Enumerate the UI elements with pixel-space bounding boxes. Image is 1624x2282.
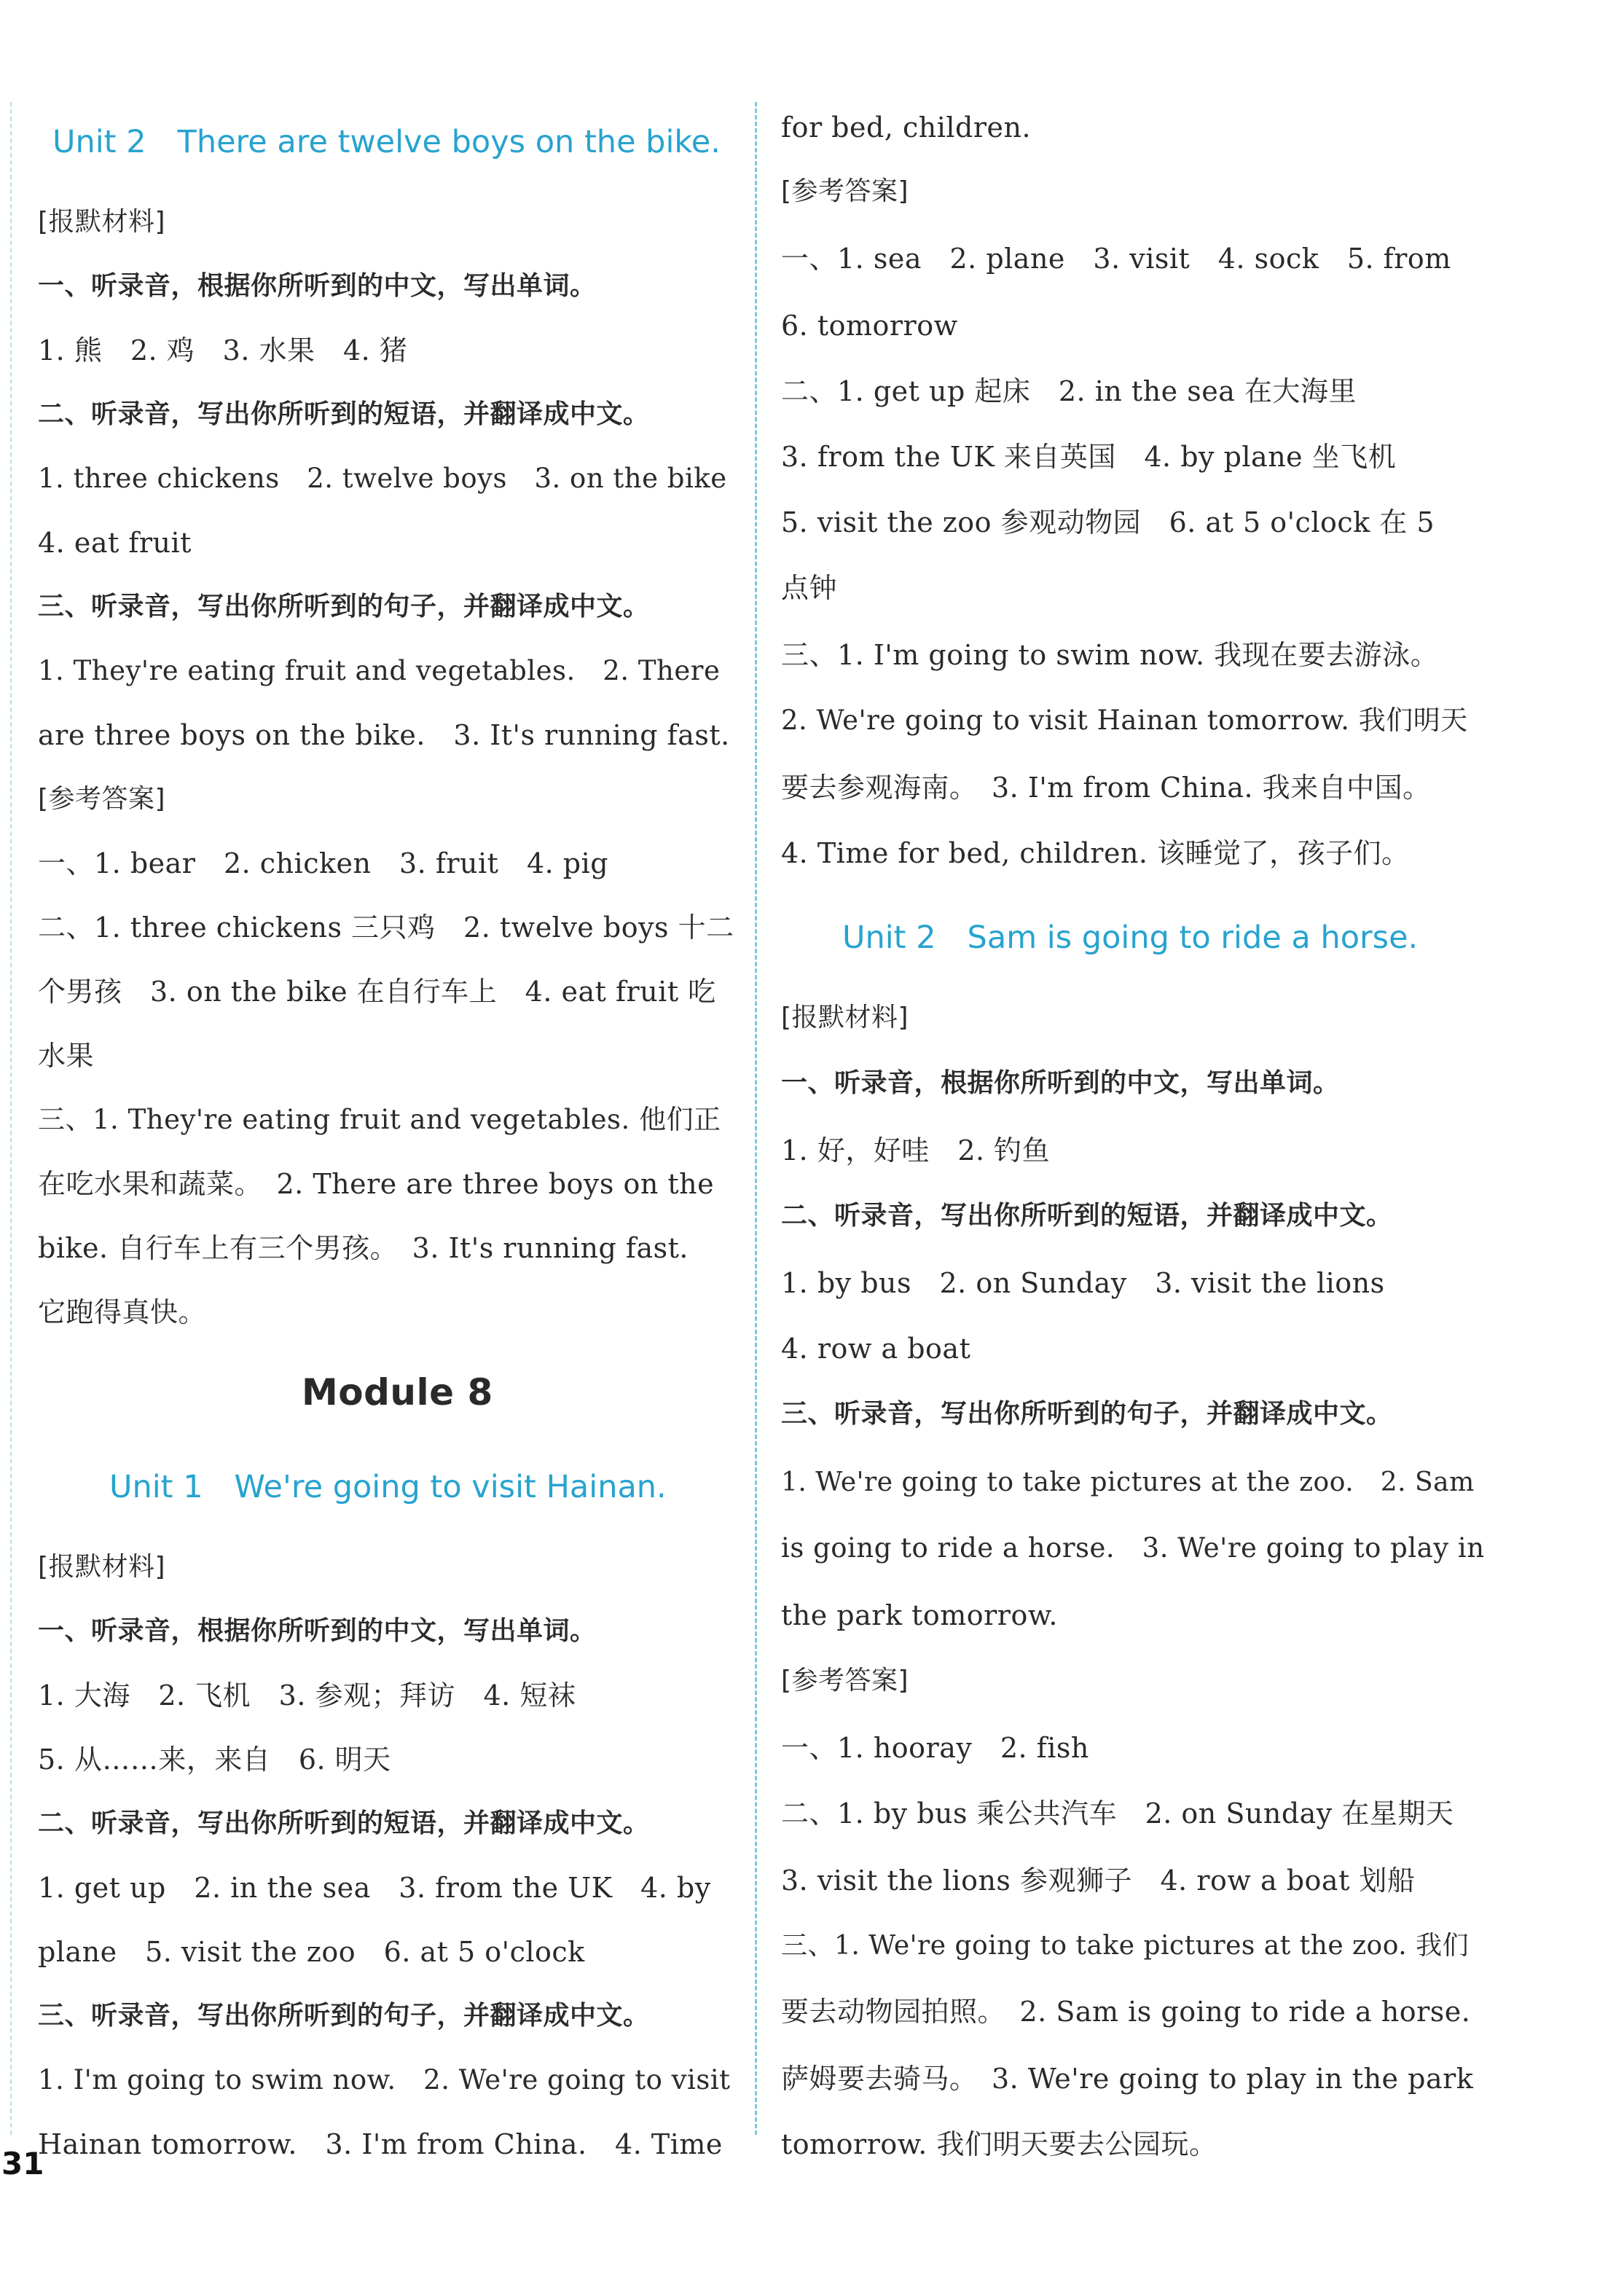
left-tag-line: [报默材料]	[38, 207, 166, 237]
left-text-line: 1. three chickens 2. twelve boys 3. on the bike	[38, 463, 727, 494]
left-text-line: 水果	[38, 1040, 95, 1072]
left-heading-line: 三、听录音，写出你所听到的句子，并翻译成中文。	[38, 2001, 650, 2031]
left-text-line: 1. get up 2. in the sea 3. from the UK 4. by	[38, 1872, 711, 1904]
right-unit-line: Unit 2 Sam is going to ride a horse.	[842, 920, 1419, 956]
right-heading-line: 二、听录音，写出你所听到的短语，并翻译成中文。	[781, 1201, 1393, 1231]
right-tag-line: [参考答案]	[781, 1666, 909, 1695]
right-text-line: 要去参观海南。 3. I'm from China. 我来自中国。	[781, 772, 1431, 804]
right-text-line: the park tomorrow.	[781, 1599, 1058, 1631]
right-text-line: 4. row a boat	[781, 1333, 971, 1365]
right-text-line: 三、1. We're going to take pictures at the zoo. 我们	[781, 1931, 1470, 1961]
right-text-line: 一、1. sea 2. plane 3. visit 4. sock 5. from	[781, 243, 1451, 275]
left-edge-rule	[10, 102, 12, 2135]
right-text-line: 6. tomorrow	[781, 310, 958, 342]
left-text-line: plane 5. visit the zoo 6. at 5 o'clock	[38, 1936, 585, 1968]
left-text-line: 三、1. They're eating fruit and vegetables. 他们正	[38, 1104, 721, 1135]
right-text-line: for bed, children.	[781, 111, 1032, 144]
right-text-line: tomorrow. 我们明天要去公园玩。	[781, 2128, 1217, 2160]
left-heading-line: 一、听录音，根据你所听到的中文，写出单词。	[38, 1616, 597, 1646]
left-heading-line: 一、听录音，根据你所听到的中文，写出单词。	[38, 271, 597, 301]
right-text-line: 3. visit the lions 参观狮子 4. row a boat 划船	[781, 1865, 1416, 1897]
right-heading-line: 三、听录音，写出你所听到的句子，并翻译成中文。	[781, 1399, 1393, 1429]
right-text-line: 点钟	[781, 572, 838, 604]
left-text-line: 1. 大海 2. 飞机 3. 参观；拜访 4. 短袜	[38, 1679, 576, 1712]
left-heading-line: 三、听录音，写出你所听到的句子，并翻译成中文。	[38, 592, 650, 622]
right-text-line: 4. Time for bed, children. 该睡觉了，孩子们。	[781, 837, 1410, 869]
right-text-line: 1. by bus 2. on Sunday 3. visit the lions	[781, 1267, 1385, 1299]
left-text-line: 它跑得真快。	[38, 1296, 207, 1328]
right-text-line: 要去动物园拍照。 2. Sam is going to ride a horse.	[781, 1996, 1471, 2028]
right-text-line: 萨姆要去骑马。 3. We're going to play in the park	[781, 2063, 1474, 2095]
right-text-line: is going to ride a horse. 3. We're going to play in	[781, 1532, 1485, 1564]
left-text-line: 一、1. bear 2. chicken 3. fruit 4. pig	[38, 847, 609, 879]
right-text-line: 二、1. get up 起床 2. in the sea 在大海里	[781, 375, 1357, 407]
left-heading-line: 二、听录音，写出你所听到的短语，并翻译成中文。	[38, 1808, 650, 1838]
right-tag-line: [报默材料]	[781, 1003, 909, 1032]
left-unit-line: Unit 1 We're going to visit Hainan.	[109, 1469, 667, 1505]
right-tag-line: [参考答案]	[781, 176, 909, 206]
left-text-line: 1. I'm going to swim now. 2. We're going to visit	[38, 2064, 731, 2095]
left-heading-line: 二、听录音，写出你所听到的短语，并翻译成中文。	[38, 399, 650, 429]
right-text-line: 一、1. hooray 2. fish	[781, 1732, 1089, 1764]
right-text-line: 1. 好，好哇 2. 钓鱼	[781, 1134, 1051, 1167]
left-text-line: 在吃水果和蔬菜。 2. There are three boys on the	[38, 1168, 715, 1200]
right-text-line: 3. from the UK 来自英国 4. by plane 坐飞机	[781, 441, 1397, 473]
left-unit-line: Unit 2 There are twelve boys on the bike.	[52, 124, 721, 160]
left-text-line: 个男孩 3. on the bike 在自行车上 4. eat fruit 吃	[38, 976, 716, 1008]
left-text-line: 1. They're eating fruit and vegetables. 2. There	[38, 655, 721, 686]
left-tag-line: [报默材料]	[38, 1552, 166, 1582]
right-heading-line: 一、听录音，根据你所听到的中文，写出单词。	[781, 1068, 1340, 1098]
left-text-line: 5. 从……来，来自 6. 明天	[38, 1744, 391, 1776]
left-module-line: Module 8	[302, 1371, 493, 1413]
page-number: 31	[1, 2146, 44, 2181]
left-text-line: Hainan tomorrow. 3. I'm from China. 4. Time	[38, 2128, 723, 2160]
left-tag-line: [参考答案]	[38, 784, 166, 814]
left-text-line: bike. 自行车上有三个男孩。 3. It's running fast.	[38, 1232, 689, 1264]
right-text-line: 1. We're going to take pictures at the zoo. 2. Sam	[781, 1467, 1475, 1497]
column-divider	[755, 102, 757, 2135]
left-text-line: 4. eat fruit	[38, 527, 192, 559]
right-text-line: 二、1. by bus 乘公共汽车 2. on Sunday 在星期天	[781, 1797, 1454, 1830]
right-text-line: 5. visit the zoo 参观动物园 6. at 5 o'clock 在 5	[781, 506, 1435, 538]
left-text-line: 二、1. three chickens 三只鸡 2. twelve boys 十二	[38, 911, 734, 944]
left-text-line: 1. 熊 2. 鸡 3. 水果 4. 猪	[38, 334, 408, 366]
right-text-line: 三、1. I'm going to swim now. 我现在要去游泳。	[781, 639, 1439, 671]
right-text-line: 2. We're going to visit Hainan tomorrow. 我们明天	[781, 705, 1468, 736]
left-text-line: are three boys on the bike. 3. It's running fast.	[38, 719, 730, 751]
